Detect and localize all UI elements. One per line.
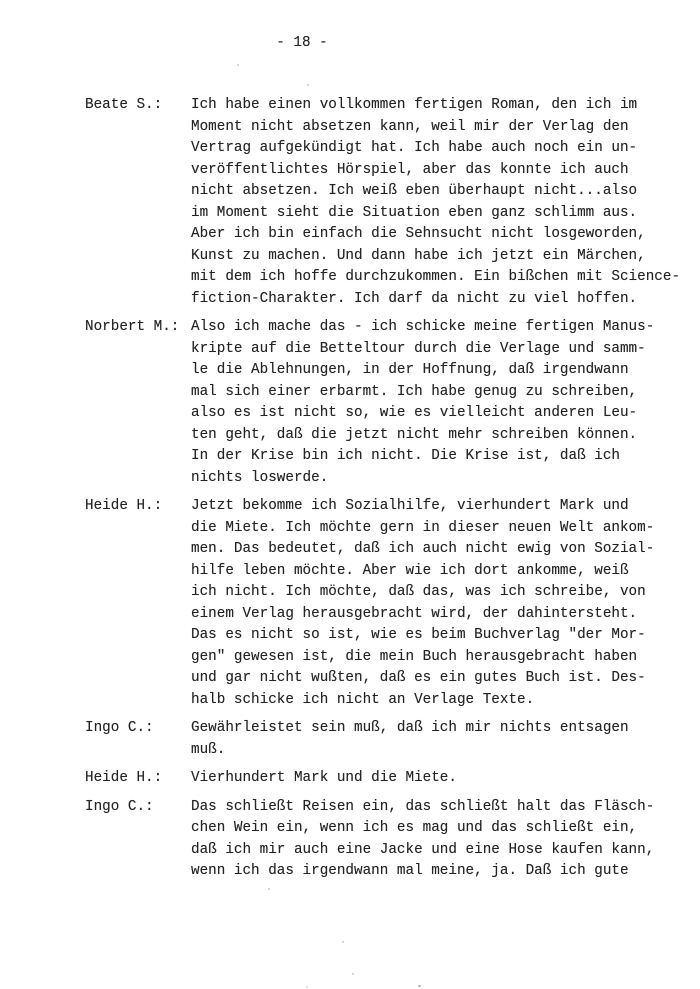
dialogue-line: hilfe leben möchte. Aber wie ich dort ankomme, weiß — [191, 562, 629, 579]
dialogue-entry — [85, 496, 685, 711]
dialogue-line: daß ich mir auch eine Jacke und eine Hose kaufen kann, — [191, 841, 655, 858]
dialogue-line: le die Ablehnungen, in der Hoffnung, daß irgendwann — [191, 362, 629, 378]
dialogue-line: ich nicht. Ich möchte, daß das, was ich schreibe, von — [191, 584, 646, 600]
dialogue-line: wenn ich das irgendwann mal meine, ja. Daß ich gute — [191, 863, 629, 879]
scan-speck — [306, 986, 308, 988]
dialogue-line: einem Verlag herausgebracht wird, der dahintersteht. — [191, 605, 638, 622]
dialogue-line: ten geht, daß die jetzt nicht mehr schreiben können. — [191, 426, 638, 443]
dialogue-entry — [85, 317, 685, 489]
scan-speck — [237, 64, 239, 66]
dialogue-line: gen" gewesen ist, die mein Buch herausgebracht haben — [191, 648, 638, 665]
dialogue-line: Gewährleistet sein muß, daß ich mir nichts entsagen — [191, 720, 629, 736]
dialogue-line: veröffentlichtes Hörspiel, aber das konnte ich auch — [191, 161, 629, 178]
dialogue-lines — [191, 496, 685, 711]
dialogue-line: Vierhundert Mark und die Miete. — [191, 770, 457, 786]
dialogue-line: Das es nicht so ist, wie es beim Buchverlag "der Mor- — [191, 627, 646, 643]
dialogue-line: mit dem ich hoffe durchzukommen. Ein bißchen mit Science- — [191, 269, 681, 285]
dialogue-line: nicht absetzen. Ich weiß eben überhaupt nicht...also — [191, 183, 638, 199]
dialogue-line: men. Das bedeutet, daß ich auch nicht ewig von Sozial- — [191, 541, 655, 557]
dialogue-line: Aber ich bin einfach die Sehnsucht nicht losgeworden, — [191, 226, 646, 242]
dialogue-entry — [85, 95, 685, 310]
scan-speck — [352, 973, 354, 975]
dialogue-lines — [191, 95, 685, 310]
dialogue-lines — [191, 768, 685, 790]
dialogue-lines — [191, 797, 685, 883]
dialogue-line: muß. — [191, 741, 226, 758]
dialogue-line: mal sich einer erbarmt. Ich habe genug zu schreiben, — [191, 383, 638, 400]
speaker-label: Beate S.: — [85, 97, 163, 113]
dialogue-line: Jetzt bekomme ich Sozialhilfe, vierhundert Mark und — [191, 498, 629, 514]
scan-speck — [418, 985, 421, 987]
dialogue-lines — [191, 317, 685, 489]
speaker-label: Norbert M.: — [85, 319, 180, 335]
speaker-label: Ingo C.: — [85, 720, 154, 736]
dialogue-list — [85, 95, 685, 890]
dialogue-entry — [85, 768, 685, 790]
dialogue-entry — [85, 797, 685, 883]
dialogue-line: Vertrag aufgekündigt hat. Ich habe auch noch ein un- — [191, 140, 638, 156]
speaker-label: Heide H.: — [85, 770, 163, 786]
dialogue-line: also es ist nicht so, wie es vielleicht anderen Leu- — [191, 405, 638, 421]
dialogue-line: In der Krise bin ich nicht. Die Krise ist, daß ich — [191, 448, 620, 464]
dialogue-line: fiction-Charakter. Ich darf da nicht zu viel hoffen. — [191, 290, 638, 307]
dialogue-line: Kunst zu machen. Und dann habe ich jetzt ein Märchen, — [191, 247, 646, 264]
dialogue-line: Ich habe einen vollkommen fertigen Roman, den ich im — [191, 97, 638, 113]
dialogue-line: Moment nicht absetzen kann, weil mir der Verlag den — [191, 118, 629, 135]
page-number: - 18 - — [276, 35, 328, 51]
dialogue-line: halb schicke ich nicht an Verlage Texte. — [191, 691, 535, 708]
scan-speck — [342, 941, 344, 943]
dialogue-lines — [191, 718, 685, 761]
speaker-label: Ingo C.: — [85, 798, 154, 815]
dialogue-line: Also ich mache das - ich schicke meine fertigen Manus- — [191, 319, 655, 335]
dialogue-line: im Moment sieht die Situation eben ganz schlimm aus. — [191, 204, 638, 221]
dialogue-line: die Miete. Ich möchte gern in dieser neuen Welt ankom- — [191, 519, 655, 536]
dialogue-line: nichts loswerde. — [191, 469, 329, 486]
dialogue-line: chen Wein ein, wenn ich es mag und das schließt ein, — [191, 820, 638, 836]
scan-speck — [268, 888, 270, 890]
dialogue-line: und gar nicht wußten, daß es ein gutes Buch ist. Des- — [191, 670, 646, 686]
scan-speck — [307, 84, 309, 86]
speaker-label: Heide H.: — [85, 498, 163, 514]
dialogue-entry — [85, 718, 685, 761]
dialogue-line: kripte auf die Betteltour durch die Verlage und samm- — [191, 340, 646, 357]
dialogue-line: Das schließt Reisen ein, das schließt halt das Fläsch- — [191, 798, 655, 815]
